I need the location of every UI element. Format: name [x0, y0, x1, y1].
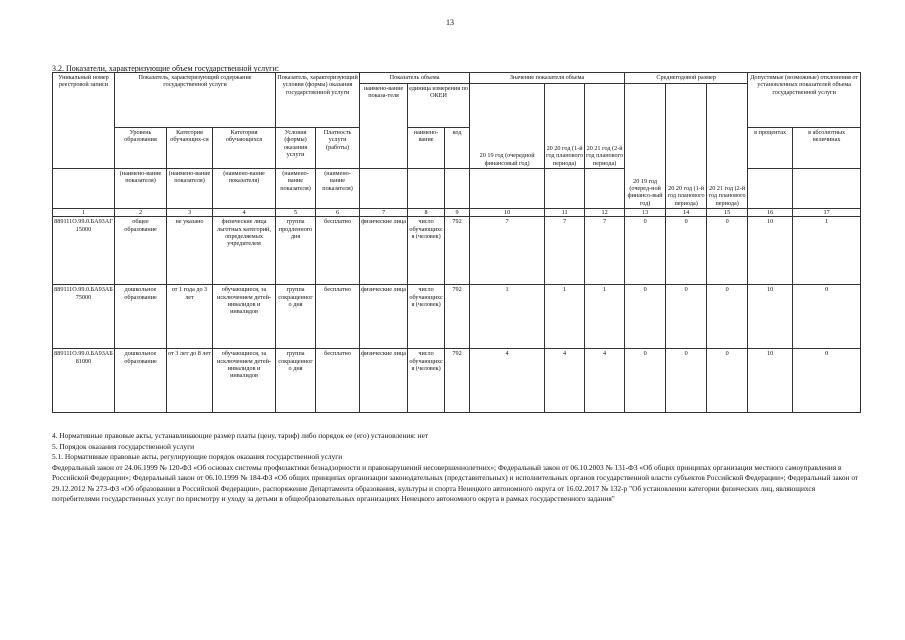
- column-number: 12: [585, 209, 625, 217]
- table-cell: дошкольное образование: [115, 349, 167, 413]
- table-cell: 0: [666, 285, 707, 349]
- column-number: 7: [360, 209, 408, 217]
- col-header-volume-value-group: Значение показателя объема: [470, 73, 625, 84]
- table-cell: 4: [470, 349, 545, 413]
- col-header-value-2020: 20 20 год (1-й год планового периода): [545, 84, 585, 169]
- unit-code-sub-empty: [445, 169, 470, 209]
- table-cell: число обучающихся (человек): [408, 349, 445, 413]
- column-number: 2: [115, 209, 167, 217]
- table-cell: не указано: [167, 217, 213, 285]
- value-2019-sub-empty: [470, 169, 545, 209]
- table-cell: обучающиеся, за исключением детей-инвалидов и инвалидов: [213, 285, 276, 349]
- table-cell: 10: [748, 217, 793, 285]
- table-cell: физические лица: [360, 217, 408, 285]
- table-cell: физические лица льготных категорий, определяемых учредителем: [213, 217, 276, 285]
- col-header-unit-name: наимено-вание: [408, 128, 445, 169]
- table-cell: 1: [793, 217, 861, 285]
- table-cell: от 3 лет до 8 лет: [167, 349, 213, 413]
- col-header-conditions-group: Показатель, характеризующий условия (формы) оказания государственной услуги: [276, 73, 360, 128]
- column-number: 10: [470, 209, 545, 217]
- table-cell: 0: [625, 349, 666, 413]
- dev-absolute-sub-empty: [793, 169, 861, 209]
- col-subheader-payment: (наимено-вание показателя): [316, 169, 360, 209]
- col-header-category: Категория обучающих-ся: [167, 128, 213, 169]
- table-cell: 7: [585, 217, 625, 285]
- col-subheader-category-2: (наимено-вание показателя): [213, 169, 276, 209]
- page-number: 13: [446, 18, 454, 27]
- table-row: [53, 349, 861, 413]
- table-cell: общее образование: [115, 217, 167, 285]
- section-title: 3.2. Показатели, характеризующие объем государственной услуги:: [52, 64, 279, 73]
- table-cell: физические лица: [360, 349, 408, 413]
- table-cell: 792: [445, 285, 470, 349]
- column-number: 5: [276, 209, 316, 217]
- value-2020-sub-empty: [545, 169, 585, 209]
- table-cell: 792: [445, 217, 470, 285]
- table-cell: 0: [707, 349, 748, 413]
- note-fees: 4. Нормативные правовые акты, устанавливающие размер платы (цену, тариф) либо порядок ее (его) установления: нет: [52, 431, 429, 440]
- notes-section: [52, 431, 862, 505]
- col-header-category-2: Категория обучающихся: [213, 128, 276, 169]
- col-header-value-2019: 20 19 год (очередной финансовый год): [470, 84, 545, 169]
- table-cell: 0: [666, 349, 707, 413]
- table-cell: группа сокращенного дня: [276, 285, 316, 349]
- registry-sub-empty: [53, 169, 115, 209]
- table-cell: бесплатно: [316, 285, 360, 349]
- table-cell: 4: [545, 349, 585, 413]
- column-number: 6: [316, 209, 360, 217]
- col-header-deviation-group: Допустимые (возможные) отклонения от установленных показателей объема государственной услуги: [748, 73, 861, 128]
- table-cell: 1: [470, 285, 545, 349]
- note-regulations-heading: 5.1. Нормативные правовые акты, регулирующие порядок оказания государственной услуги: [52, 452, 343, 462]
- col-header-level: Уровень образования: [115, 128, 167, 169]
- col-header-volume-name: наимено-вание показа-теля: [360, 84, 408, 169]
- table-cell: 10: [748, 285, 793, 349]
- column-number: 9: [445, 209, 470, 217]
- col-subheader-forms: (наимено-вание показателя): [276, 169, 316, 209]
- column-number: 15: [707, 209, 748, 217]
- table-cell: 7: [545, 217, 585, 285]
- table-row: [53, 285, 861, 349]
- col-header-payment: Платность услуги (работы): [316, 128, 360, 169]
- table-cell: число обучающихся (человек): [408, 285, 445, 349]
- column-number: 1: [53, 209, 115, 217]
- table-cell: 4: [585, 349, 625, 413]
- col-header-value-2021: 20 21 год (2-й год планового периода): [585, 84, 625, 169]
- col-subheader-level: (наимено-вание показателя): [115, 169, 167, 209]
- col-header-registry: Уникальный номер реестровой записи: [53, 73, 115, 169]
- table-cell: 10: [748, 349, 793, 413]
- volume-name-sub-empty: [360, 169, 408, 209]
- table-cell: число обучающихся (человек): [408, 217, 445, 285]
- table-cell: группа сокращенного дня: [276, 349, 316, 413]
- table-cell: бесплатно: [316, 217, 360, 285]
- table-cell: 0: [793, 349, 861, 413]
- col-header-avg-2019: 20 19 год (очеред-ной финансо-вый год): [625, 84, 666, 209]
- table-cell: 0: [707, 285, 748, 349]
- col-header-dev-percent: в процентах: [748, 128, 793, 169]
- col-subheader-category: (наимено-вание показателя): [167, 169, 213, 209]
- dev-percent-sub-empty: [748, 169, 793, 209]
- table-cell: бесплатно: [316, 349, 360, 413]
- col-header-unit-group: единица измерения по ОКЕИ: [408, 84, 470, 128]
- unit-name-sub-empty: [408, 169, 445, 209]
- table-cell: 889111О.99.0.БА93АГ15000: [53, 217, 115, 285]
- table-cell: от 1 года до 3 лет: [167, 285, 213, 349]
- note-laws-text: Федеральный закон от 24.06.1999 № 120-ФЗ «Об основах системы профилактики безнадзорности и правонарушений несовершеннолетних»; Федеральный закон от 06.10.2003 № 131-ФЗ «Об общих принципах организации местного самоуправления в Российской Федерации»; Федеральный закон от 06.10.1999 № 184-ФЗ «Об общих принципах организации законодательных (представительных) и исполнительных органов государственной власти субъектов Российской Федерации»; Федеральный закон от 29.12.2012 № 273-ФЗ «Об образовании в Российской Федерации», распоряжение Департамента образования, культуры и спорта Ненецкого автономного округа от 16.02.2017 № 132-р "Об установлении категории физических лиц, являющихся потребителями государственных услуг по присмотру и уходу за детьми в общеобразовательных организациях Ненецкого автономного округа в рамках государственного задания": [52, 462, 859, 504]
- table-cell: 1: [545, 285, 585, 349]
- table-cell: 0: [707, 217, 748, 285]
- column-number: 16: [748, 209, 793, 217]
- table-cell: 0: [793, 285, 861, 349]
- column-number-row: [53, 209, 861, 217]
- col-header-volume-group: Показатель объема: [360, 73, 470, 84]
- col-header-dev-absolute: в абсолютных величинах: [793, 128, 861, 169]
- column-number: 4: [213, 209, 276, 217]
- table-cell: 792: [445, 349, 470, 413]
- column-number: 11: [545, 209, 585, 217]
- column-number: 17: [793, 209, 861, 217]
- volume-indicators-table: [52, 72, 861, 413]
- col-header-avg-size-group: Среднегодовой размер: [625, 73, 748, 84]
- col-header-avg-2020: 20 20 год (1-й год планового периода): [666, 84, 707, 209]
- table-cell: 0: [666, 217, 707, 285]
- col-header-unit-code: код: [445, 128, 470, 169]
- table-cell: 7: [470, 217, 545, 285]
- table-cell: обучающиеся, за исключением детей-инвалидов и инвалидов: [213, 349, 276, 413]
- table-cell: 0: [625, 217, 666, 285]
- table-cell: 889111О.99.0.БА93АБ75000: [53, 285, 115, 349]
- table-cell: группа продленного дня: [276, 217, 316, 285]
- header-row-1: [53, 73, 861, 84]
- column-number: 13: [625, 209, 666, 217]
- table-cell: 889111О.99.0.БА93АБ81000: [53, 349, 115, 413]
- table-cell: 1: [585, 285, 625, 349]
- note-procedure-heading: 5. Порядок оказания государственной услуги: [52, 441, 195, 451]
- value-2021-sub-empty: [585, 169, 625, 209]
- table-row: [53, 217, 861, 285]
- column-number: 3: [167, 209, 213, 217]
- col-header-forms: Условия (формы) оказания услуги: [276, 128, 316, 169]
- col-header-content-group: Показатель, характеризующий содержание государственной услуги: [115, 73, 276, 128]
- table-cell: физические лица: [360, 285, 408, 349]
- col-header-avg-2021: 20 21 год (2-й год планового периода): [707, 84, 748, 209]
- column-number: 8: [408, 209, 445, 217]
- table-cell: 0: [625, 285, 666, 349]
- table-cell: дошкольное образование: [115, 285, 167, 349]
- column-number: 14: [666, 209, 707, 217]
